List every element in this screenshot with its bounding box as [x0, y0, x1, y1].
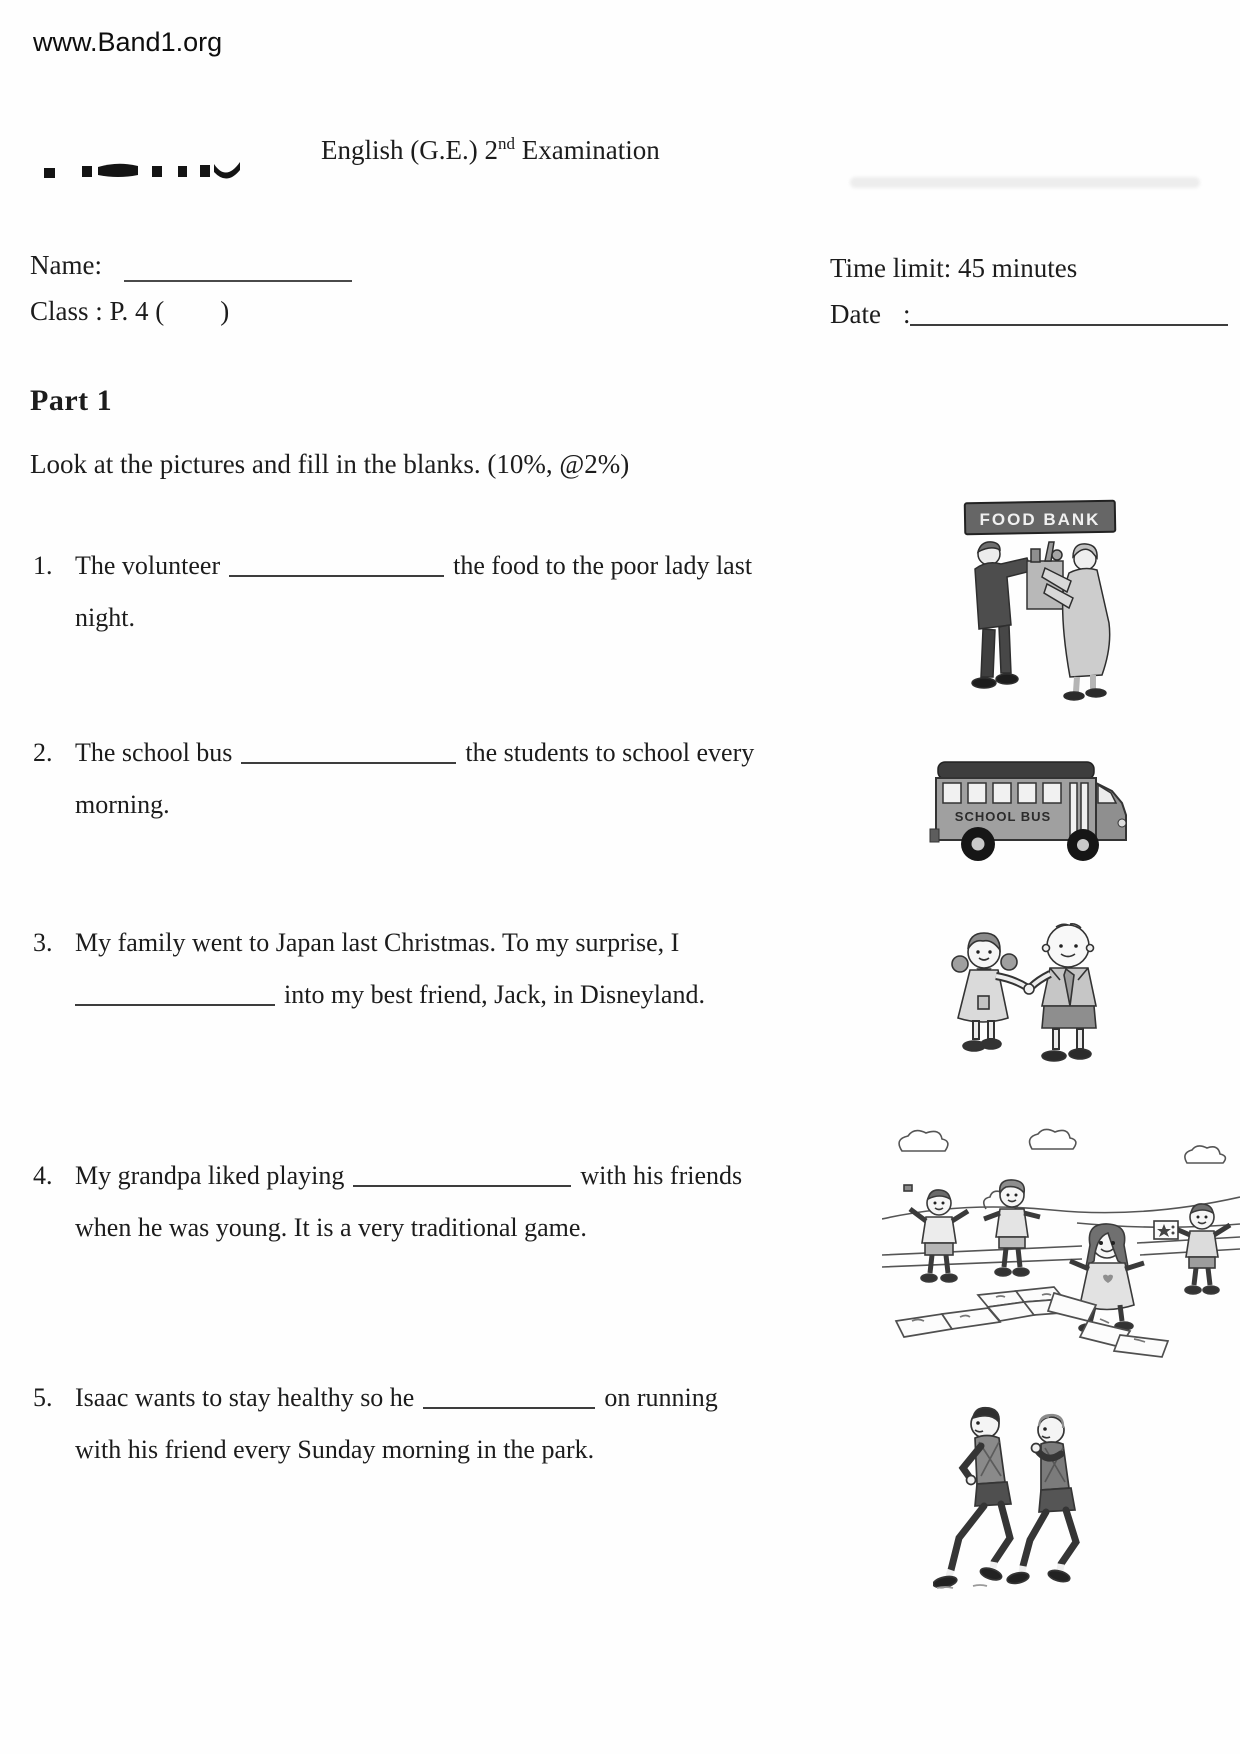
question-1 — [33, 540, 752, 644]
name-label: Name: — [30, 250, 102, 280]
question-3-text-line1: My family went to Japan last Christmas. To my surprise, I — [75, 928, 680, 957]
question-2-text-after: the students to school every — [465, 738, 755, 767]
question-4-line-2 — [33, 1202, 742, 1254]
question-2-line-1 — [33, 727, 754, 779]
question-2-text-line2: morning. — [75, 790, 170, 819]
question-5 — [33, 1372, 718, 1476]
handshake-illustration — [938, 912, 1120, 1080]
question-5-text-before: Isaac wants to stay healthy so he — [75, 1383, 415, 1412]
question-5-text-line2: with his friend every Sunday morning in the park. — [75, 1435, 595, 1464]
redacted-school-name — [42, 158, 247, 188]
question-4-answer-blank — [353, 1159, 571, 1187]
date-colon: : — [902, 299, 911, 329]
name-fill-line — [124, 254, 352, 282]
date-fill-line — [910, 297, 1228, 326]
exam-title-ordinal: nd — [497, 134, 515, 153]
food-bank-sign-text: FOOD BANK — [979, 510, 1101, 529]
exam-title-suffix: Examination — [514, 135, 660, 165]
question-5-answer-blank — [423, 1381, 595, 1409]
question-1-number: 1. — [33, 551, 53, 580]
time-limit: Time limit: 45 minutes — [830, 253, 1078, 283]
hopscotch-illustration — [882, 1125, 1240, 1367]
question-5-line-2 — [33, 1424, 718, 1476]
question-1-text-before: The volunteer — [75, 551, 221, 580]
class-close-paren: ) — [220, 296, 230, 326]
question-4-text-line2: when he was young. It is a very traditional game. — [75, 1213, 587, 1242]
question-5-text-after: on running — [604, 1383, 718, 1412]
exam-title — [321, 134, 660, 166]
school-bus-sign-text: SCHOOL BUS — [954, 809, 1052, 824]
question-3-text-after: into my best friend, Jack, in Disneyland. — [284, 980, 705, 1009]
question-1-answer-blank — [229, 549, 444, 577]
question-2-number: 2. — [33, 738, 53, 767]
running-illustration — [933, 1388, 1135, 1626]
question-3-answer-blank — [75, 978, 275, 1006]
question-2-text-before: The school bus — [75, 738, 233, 767]
question-3 — [33, 917, 705, 1021]
class-label: Class : P. 4 ( — [30, 296, 165, 326]
date-label: Date — [830, 299, 881, 329]
part1-instructions: Look at the pictures and fill in the blanks. (10%, @2%) — [30, 449, 630, 479]
question-1-line-2 — [33, 592, 752, 644]
date-row — [830, 297, 1228, 330]
question-4-line-1 — [33, 1150, 742, 1202]
class-row — [30, 296, 229, 327]
question-4-text-after: with his friends — [580, 1161, 743, 1190]
question-3-line-1 — [33, 917, 705, 969]
question-2-answer-blank — [241, 736, 456, 764]
question-4-number: 4. — [33, 1161, 53, 1190]
question-3-number: 3. — [33, 928, 53, 957]
question-2 — [33, 727, 754, 831]
question-5-line-1 — [33, 1372, 718, 1424]
school-bus-illustration — [928, 745, 1138, 873]
erased-text-smudge — [850, 177, 1200, 188]
question-2-line-2 — [33, 779, 754, 831]
question-1-text-after: the food to the poor lady last — [453, 551, 753, 580]
question-5-number: 5. — [33, 1383, 53, 1412]
exam-title-prefix: English (G.E.) 2 — [321, 135, 498, 165]
question-1-text-line2: night. — [75, 603, 135, 632]
question-4 — [33, 1150, 742, 1254]
watermark-url: www.Band1.org — [33, 27, 223, 57]
part1-heading: Part 1 — [30, 384, 113, 417]
question-3-line-2 — [33, 969, 705, 1021]
question-4-text-before: My grandpa liked playing — [75, 1161, 345, 1190]
question-1-line-1 — [33, 540, 752, 592]
food-bank-illustration — [945, 497, 1120, 712]
